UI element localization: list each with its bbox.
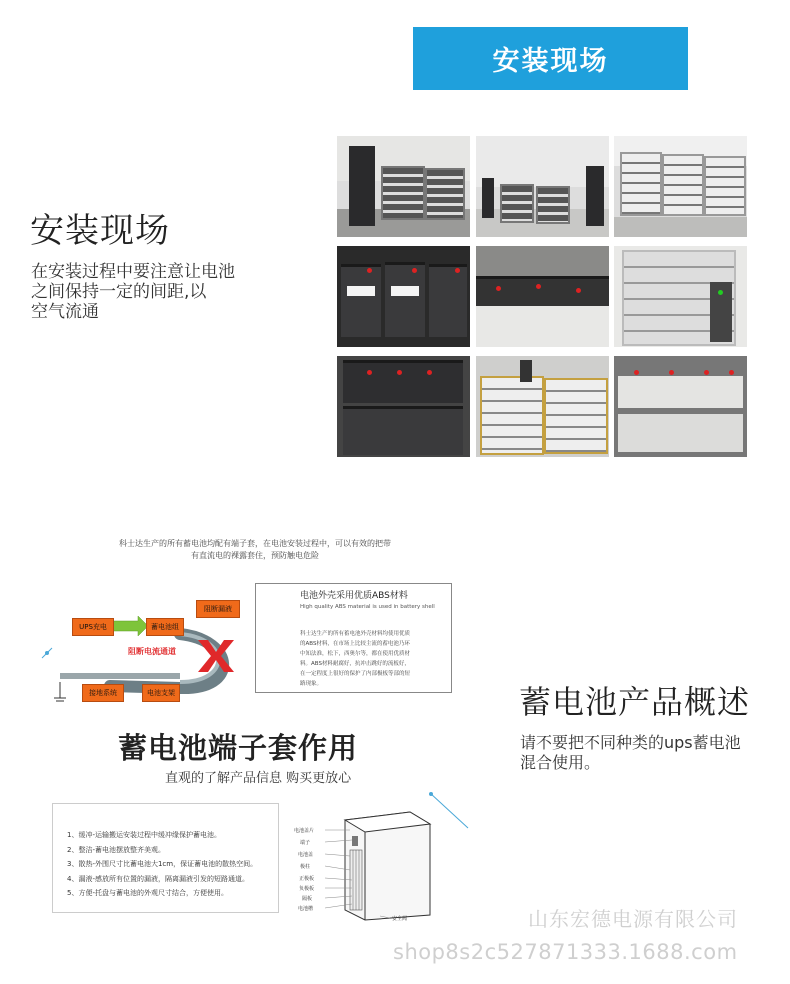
overview-desc-line: 混合使用。 bbox=[520, 753, 601, 772]
battery-label: 极柱 bbox=[300, 864, 311, 870]
install-photo bbox=[614, 136, 747, 237]
abs-body-line: 路现象。 bbox=[300, 681, 323, 687]
install-desc-line: 在安装过程中要注意让电池 bbox=[31, 262, 235, 282]
battery-cutaway-diagram bbox=[290, 790, 470, 925]
shop-url-watermark: shop8s2c527871333.1688.com bbox=[393, 940, 738, 964]
install-photo bbox=[476, 136, 609, 237]
battery-label: 电池盖片 bbox=[294, 828, 315, 834]
diagram-caption bbox=[95, 538, 415, 562]
abs-title: 电池外壳采用优质ABS材料 bbox=[300, 591, 408, 601]
abs-body-line: 中知法准，松下，西奥尔等，都在使用优质材 bbox=[300, 651, 411, 657]
install-heading: 安装现场 bbox=[30, 211, 170, 251]
terminal-subheading: 直观的了解产品信息 购买更放心 bbox=[165, 771, 352, 786]
bracket-box: 电池支架 bbox=[142, 684, 180, 702]
list-item: 3、散热-外围尺寸比蓄电池大1cm，保证蓄电池的散热空间。 bbox=[67, 860, 258, 868]
install-photo bbox=[337, 356, 470, 457]
install-photo bbox=[476, 356, 609, 457]
accent-dot bbox=[45, 651, 49, 655]
battery-label: 安全阀 bbox=[392, 916, 408, 922]
list-item: 1、缓冲-运输搬运安装过程中缓冲缘保护蓄电池。 bbox=[67, 831, 221, 839]
accent-line bbox=[430, 793, 468, 828]
overview-description bbox=[520, 733, 785, 773]
install-desc-line: 之间保持一定的间距,以 bbox=[31, 282, 207, 302]
abs-body-line: 科士达生产的所有蓄电池外壳材料均使用优质 bbox=[300, 631, 411, 637]
ups-charge-box: UPS充电 bbox=[72, 618, 114, 636]
battery-label: 电池盖 bbox=[298, 852, 314, 858]
install-description bbox=[31, 262, 276, 322]
terminal-post bbox=[352, 836, 358, 846]
install-photo bbox=[614, 356, 747, 457]
install-photo bbox=[337, 246, 470, 347]
section-banner: 安装现场 bbox=[413, 27, 688, 90]
battery-label: 端子 bbox=[300, 840, 311, 846]
install-desc-line: 空气流通 bbox=[31, 302, 99, 322]
battery-label: 电池槽 bbox=[298, 906, 314, 912]
block-leak-box: 阻断漏液 bbox=[196, 600, 240, 618]
install-photo bbox=[337, 136, 470, 237]
accent-dot bbox=[429, 792, 433, 796]
terminal-heading: 蓄电池端子套作用 bbox=[118, 731, 359, 765]
abs-body-line: 在一定程度上很好的保护了内部极板等部的短 bbox=[300, 671, 411, 677]
install-photo bbox=[476, 246, 609, 347]
abs-body-line: 的ABS材料，在市场上比较主流的蓄电池乃环 bbox=[300, 641, 410, 647]
overview-desc-line: 请不要把不同种类的ups蓄电池 bbox=[520, 733, 741, 752]
ground-system-box: 接地系统 bbox=[82, 684, 124, 702]
list-item: 4、漏液-感放所有位置的漏液，隔离漏液引发的短路通道。 bbox=[67, 874, 249, 883]
abs-subtitle: High quality ABS material is used in battery shell bbox=[300, 604, 435, 610]
overview-heading: 蓄电池产品概述 bbox=[519, 683, 751, 721]
cut-current-label: 阻断电流通道 bbox=[128, 647, 176, 656]
battery-label: 负极板 bbox=[299, 886, 315, 892]
battery-label: 隔板 bbox=[302, 896, 313, 902]
battery-group-box: 蓄电池组 bbox=[146, 618, 184, 636]
diagram-caption-line: 科士达生产的所有蓄电池均配有端子套，在电池安装过程中，可以有效的把带 bbox=[119, 539, 391, 548]
abs-body-line: 料。ABS材料耐腐好，抗冲击跳好的流板好， bbox=[300, 661, 410, 667]
diagram-caption-line: 有直流电的裸露套住，预防触电危险 bbox=[191, 551, 319, 560]
abs-body bbox=[300, 629, 440, 689]
list-item: 5、方便-托盘与蓄电池的外观尺寸结合，方便使用。 bbox=[67, 889, 228, 897]
company-watermark: 山东宏德电源有限公司 bbox=[528, 907, 738, 931]
ground-bar bbox=[60, 673, 180, 679]
list-item: 2、整洁-蓄电池摆放整齐美观。 bbox=[67, 845, 165, 854]
terminal-function-list bbox=[67, 828, 257, 901]
battery-label: 正极板 bbox=[299, 876, 315, 882]
install-photo bbox=[614, 246, 747, 347]
